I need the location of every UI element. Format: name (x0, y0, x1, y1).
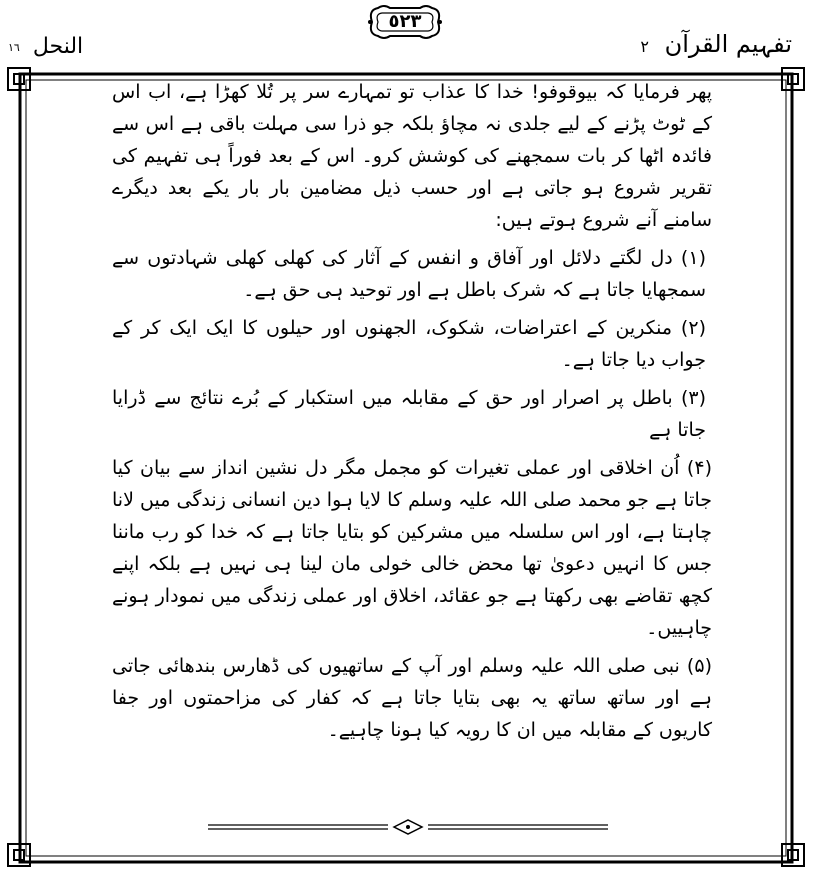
body-paragraph-5: (۴) اُن اخلاقی اور عملی تغیرات کو مجمل مگر دل نشین انداز سے بیان کیا جاتا ہے جو محمد صلی اللہ علیہ وسلم کا لایا ہوا دین انسانی زندگی میں لانا چاہتا ہے، اور اس سلسلہ میں مشرکین کو بتایا جاتا ہے کہ خدا کو رب ماننا جس کا انہیں دعویٰ تھا محض خالی خولی مان لینا ہی نہیں ہے بلکہ اپنے کچھ تقاضے بھی رکھتا ہے جو عقائد، اخلاق اور عملی زندگی میں نمودار ہونے چاہییں۔ (112, 457, 712, 639)
surah-title (8, 34, 83, 59)
body-paragraph-2: (۱) دل لگتے دلائل اور آفاق و انفس کے آثار کی کھلی کھلی شہادتوں سے سمجھایا جاتا ہے کہ شرک باطل ہے اور توحید ہی حق ہے۔ (112, 247, 706, 301)
section-divider-ornament-icon (208, 818, 608, 836)
book-title (640, 30, 792, 58)
book-name: تفہیم القرآن (664, 30, 792, 58)
body-paragraph-1: پھر فرمایا کہ بیوقوفو! خدا کا عذاب تو تمہارے سر پر تُلا کھڑا ہے، اب اس کے ٹوٹ پڑنے کے لیے جلدی نہ مچاؤ بلکہ جو ذرا سی مہلت باقی ہے اس سے فائدہ اٹھا کر بات سمجھنے کی کوشش کرو۔ اس کے بعد فوراً ہی تفہیم کی تقریر شروع ہو جاتی ہے اور حسب ذیل مضامین بار بار یکے بعد دیگرے سامنے آنے شروع ہوتے ہیں: (112, 81, 712, 231)
page-number: ٥٢٣ (388, 11, 422, 32)
body-paragraph-4: (۳) باطل پر اصرار اور حق کے مقابلہ میں استکبار کے بُرے نتائج سے ڈرایا جاتا ہے (112, 387, 706, 441)
body-paragraph-6: (۵) نبی صلی اللہ علیہ وسلم اور آپ کے ساتھیوں کی ڈھارس بندھائی جاتی ہے اور ساتھ ساتھ یہ بھی بتایا جاتا ہے کہ کفار کی مزاحمتوں اور جفا کاریوں کے مقابلہ میں ان کا رویہ کیا ہونا چاہیے۔ (112, 655, 712, 741)
body-paragraph-3: (۲) منکرین کے اعتراضات، شکوک، الجھنوں اور حیلوں کا ایک ایک کر کے جواب دیا جاتا ہے۔ (112, 317, 706, 371)
page-body (112, 76, 712, 752)
page-header (0, 0, 816, 66)
page-number-medallion (366, 2, 444, 42)
surah-name: النحل (32, 34, 84, 59)
surah-number: ١٦ (8, 40, 20, 54)
volume-number: ٢ (640, 37, 649, 56)
